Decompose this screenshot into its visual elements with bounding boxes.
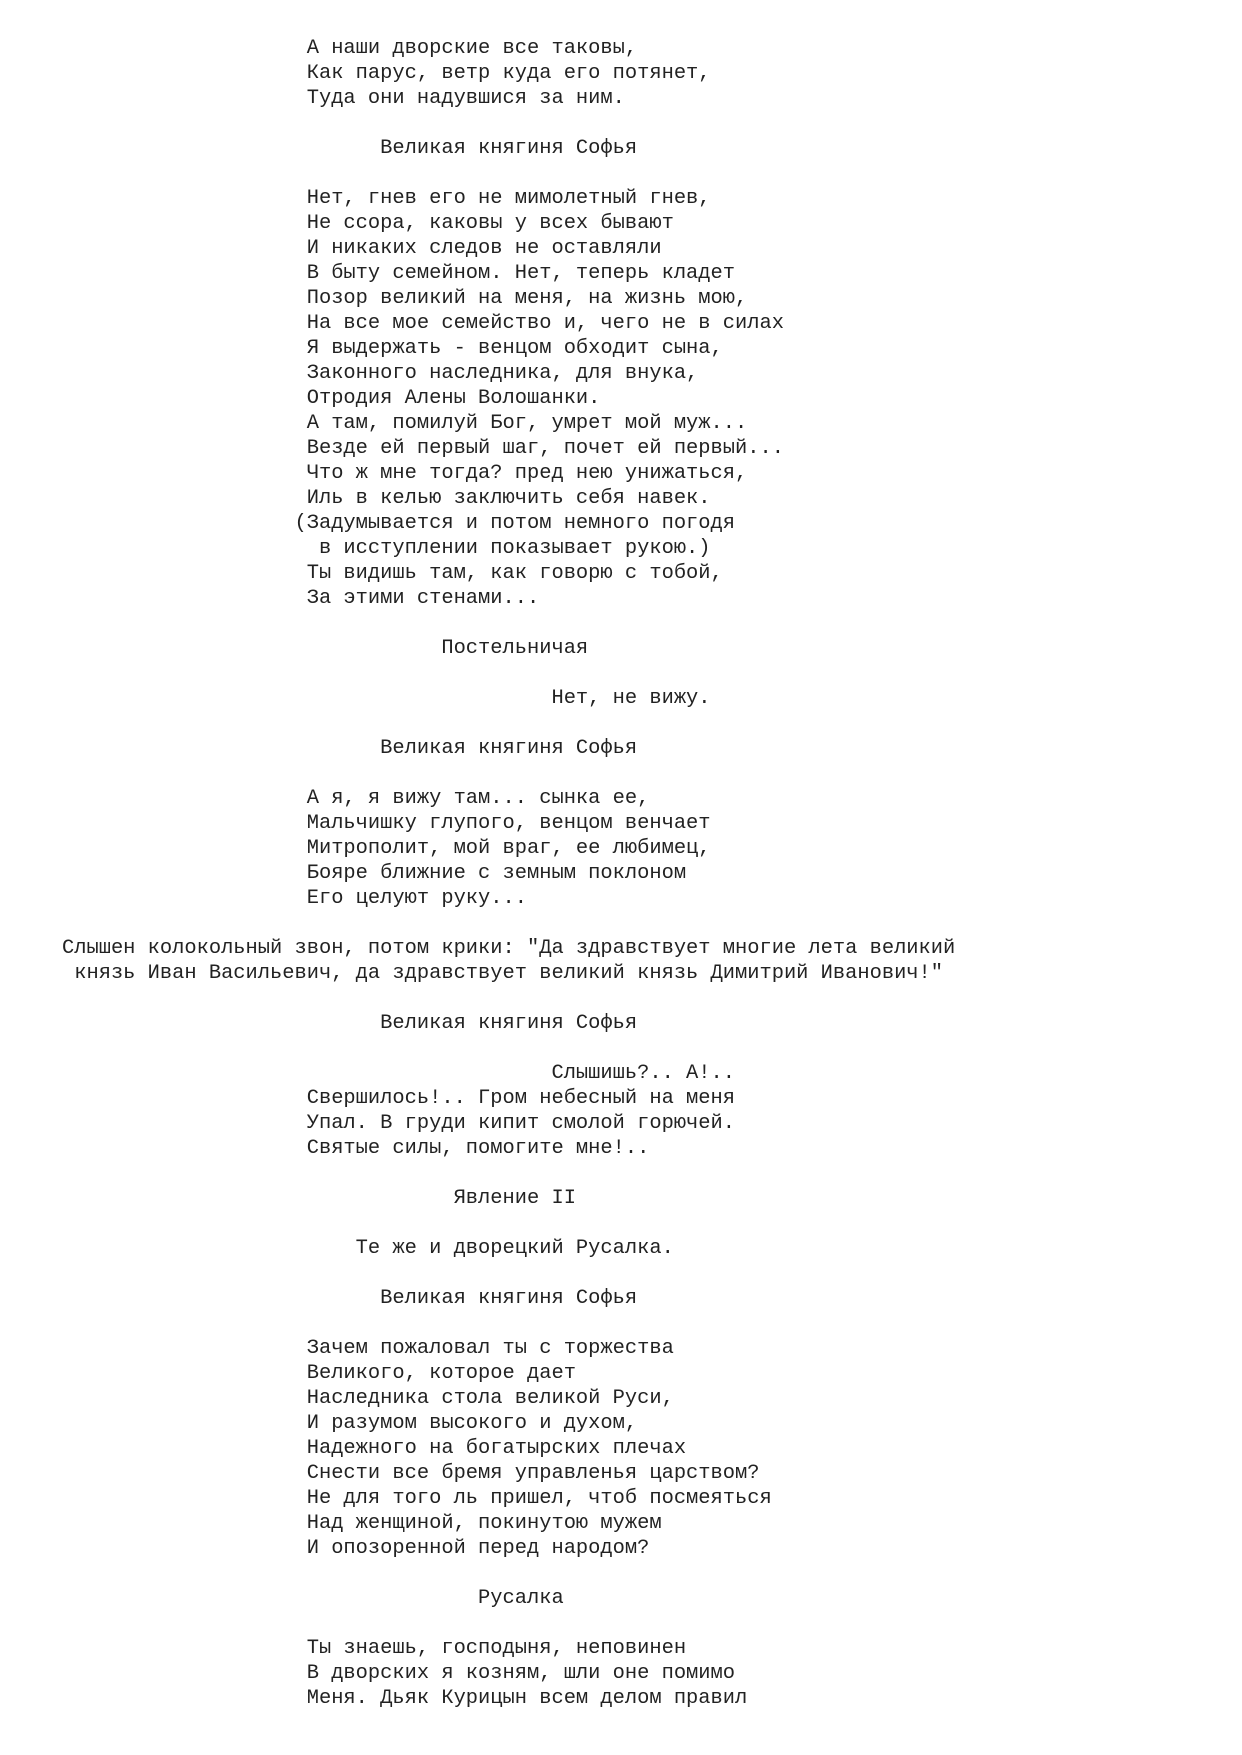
text-line: Не ссора, каковы у всех бывают: [62, 212, 674, 235]
text-line: Что ж мне тогда? пред нею унижаться,: [62, 462, 748, 485]
text-line: Великая княгиня Софья: [62, 1012, 638, 1035]
text-line: В быту семейном. Нет, теперь кладет: [62, 262, 736, 285]
document-text: [62, 36, 955, 1711]
text-line: Как парус, ветр куда его потянет,: [62, 62, 711, 85]
text-line: Меня. Дьяк Курицын всем делом правил: [62, 1687, 748, 1710]
text-line: Нет, гнев его не мимолетный гнев,: [62, 187, 711, 210]
text-line: Над женщиной, покинутою мужем: [62, 1512, 662, 1535]
text-line: Законного наследника, для внука,: [62, 362, 699, 385]
text-line: За этими стенами...: [62, 587, 540, 610]
text-line: Ты видишь там, как говорю с тобой,: [62, 562, 723, 585]
text-line: Великого, которое дает: [62, 1362, 576, 1385]
text-line: Великая княгиня Софья: [62, 137, 638, 160]
text-line: Надежного на богатырских плечах: [62, 1437, 687, 1460]
text-line: (Задумывается и потом немного погодя: [62, 512, 736, 535]
text-line: Слышишь?.. А!..: [62, 1062, 736, 1085]
text-line: Мальчишку глупого, венцом венчает: [62, 812, 711, 835]
text-line: Ты знаешь, господыня, неповинен: [62, 1637, 687, 1660]
text-line: Иль в келью заключить себя навек.: [62, 487, 711, 510]
text-line: в исступлении показывает рукою.): [62, 537, 711, 560]
text-line: Явление II: [62, 1187, 576, 1210]
text-line: Великая княгиня Софья: [62, 1287, 638, 1310]
text-line: В дворских я козням, шли оне помимо: [62, 1662, 736, 1685]
text-line: А наши дворские все таковы,: [62, 37, 638, 60]
text-line: Упал. В груди кипит смолой горючей.: [62, 1112, 736, 1135]
text-line: Позор великий на меня, на жизнь мою,: [62, 287, 748, 310]
text-line: А там, помилуй Бог, умрет мой муж...: [62, 412, 748, 435]
text-line: Русалка: [62, 1587, 564, 1610]
text-line: Его целуют руку...: [62, 887, 527, 910]
text-line: Я выдержать - венцом обходит сына,: [62, 337, 723, 360]
text-line: Туда они надувшися за ним.: [62, 87, 625, 110]
text-line: И опозоренной перед народом?: [62, 1537, 650, 1560]
text-line: И разумом высокого и духом,: [62, 1412, 638, 1435]
text-line: Слышен колокольный звон, потом крики: "Да здравствует многие лета великий: [62, 937, 956, 960]
text-line: Те же и дворецкий Русалка.: [62, 1237, 674, 1260]
text-line: Митрополит, мой враг, ее любимец,: [62, 837, 711, 860]
text-line: Бояре ближние с земным поклоном: [62, 862, 687, 885]
text-line: Везде ей первый шаг, почет ей первый...: [62, 437, 784, 460]
text-line: Свершилось!.. Гром небесный на меня: [62, 1087, 736, 1110]
text-line: Снести все бремя управленья царством?: [62, 1462, 760, 1485]
text-line: На все мое семейство и, чего не в силах: [62, 312, 784, 335]
text-line: И никаких следов не оставляли: [62, 237, 662, 260]
text-line: Не для того ль пришел, чтоб посмеяться: [62, 1487, 772, 1510]
text-line: Наследника стола великой Руси,: [62, 1387, 674, 1410]
text-line: князь Иван Васильевич, да здравствует великий князь Димитрий Иванович!": [62, 962, 944, 985]
text-line: Великая княгиня Софья: [62, 737, 638, 760]
text-line: Зачем пожаловал ты с торжества: [62, 1337, 674, 1360]
text-line: Отродия Алены Волошанки.: [62, 387, 601, 410]
text-line: Нет, не вижу.: [62, 687, 711, 710]
text-line: А я, я вижу там... сынка ее,: [62, 787, 650, 810]
text-line: Постельничая: [62, 637, 589, 660]
text-line: Святые силы, помогите мне!..: [62, 1137, 650, 1160]
